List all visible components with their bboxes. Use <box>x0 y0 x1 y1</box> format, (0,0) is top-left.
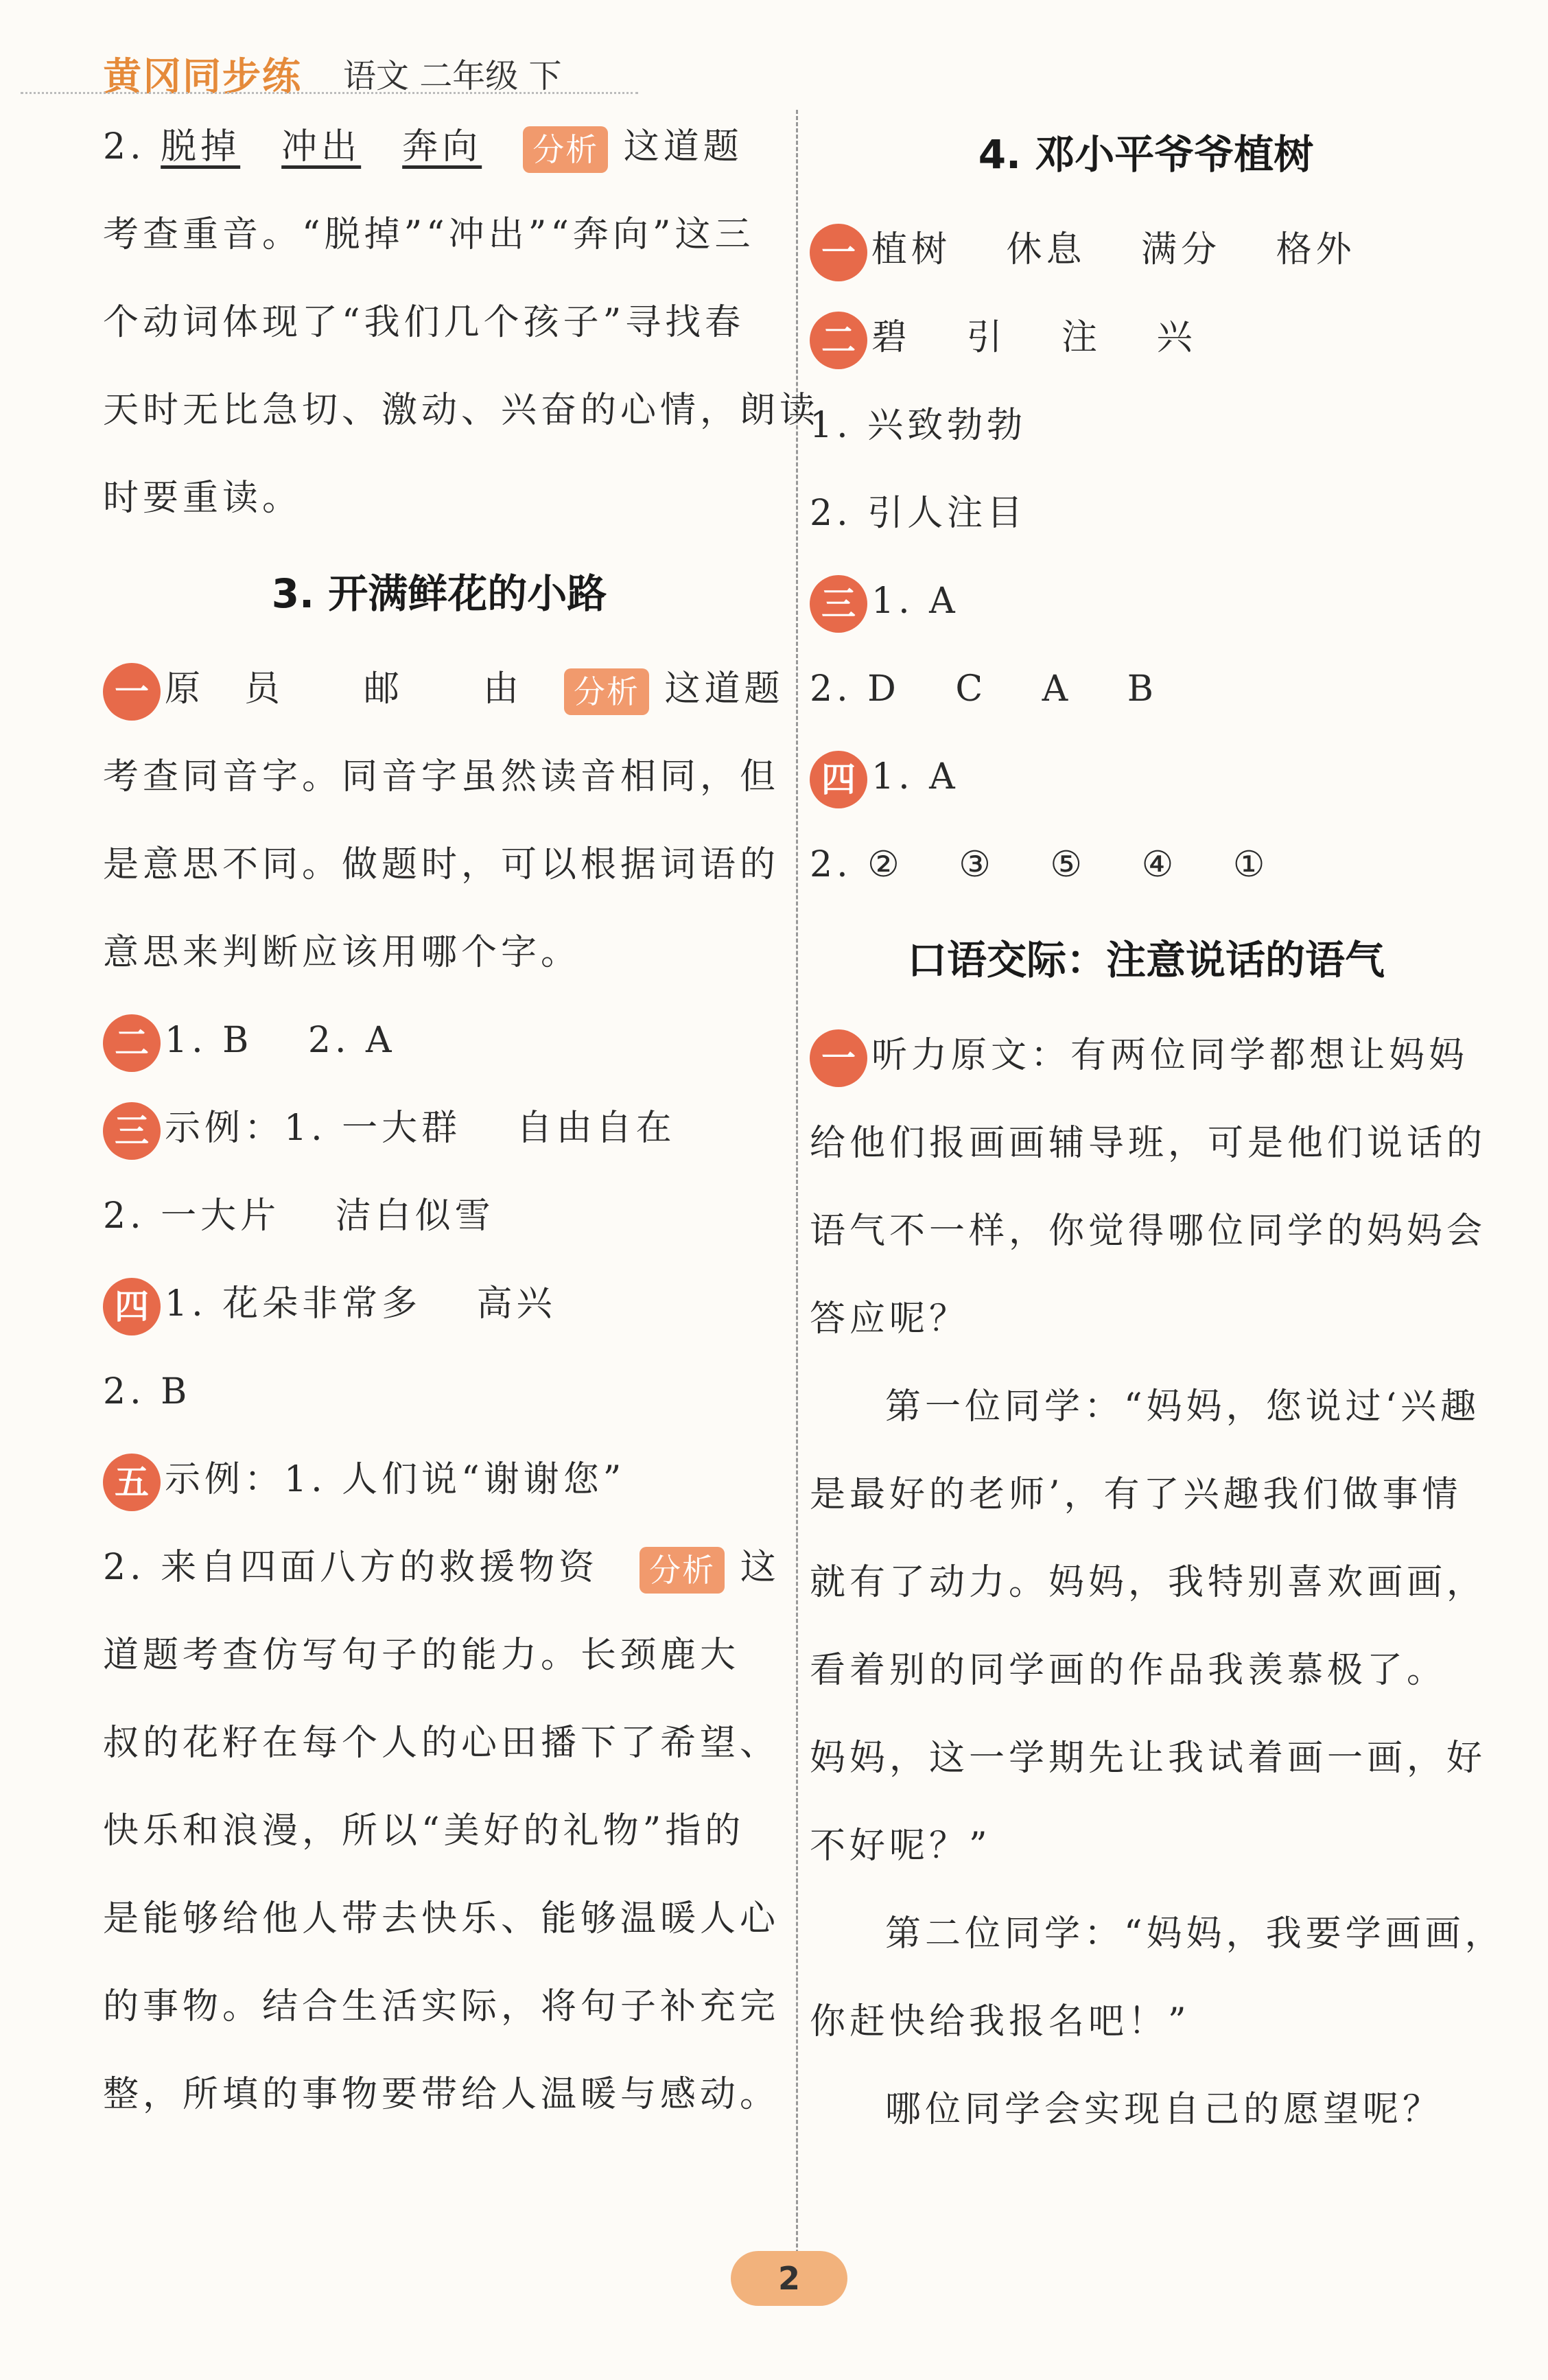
answer-line: 二 1. B 2. A <box>103 996 775 1084</box>
answer-line: 一 听力原文：有两位同学都想让妈妈 <box>810 1012 1482 1099</box>
answer-line: 四 1. 花朵非常多 高兴 <box>103 1260 775 1348</box>
analysis-text: 整，所填的事物要带给人温暖与感动。 <box>103 2074 780 2115</box>
transcript-text: 给他们报画画辅导班，可是他们说话的 <box>810 1123 1487 1164</box>
transcript-text: 是最好的老师’，有了兴趣我们做事情 <box>810 1474 1462 1515</box>
answer-line: 五 示例：1. 人们说“谢谢您” <box>103 1436 775 1524</box>
section-badge: 四 <box>810 751 867 808</box>
analysis-tag: 分析 <box>523 126 608 173</box>
analysis-text: 的事物。结合生活实际，将句子补充完 <box>103 1986 780 2027</box>
section-badge: 三 <box>103 1102 161 1160</box>
right-column <box>810 103 1505 2154</box>
transcript-text: 妈妈，这一学期先让我试着画一画，好 <box>810 1738 1487 1779</box>
transcript-text: 你赶快给我报名吧！” <box>810 2001 1191 2042</box>
analysis-text: 是意思不同。做题时，可以根据词语的 <box>103 844 780 885</box>
left-column <box>103 103 820 2138</box>
analysis-text: 个动词体现了“我们几个孩子”寻找春 <box>103 302 745 343</box>
column-divider <box>796 110 798 2278</box>
subject-label: 语文 二年级 下 <box>343 57 562 95</box>
page-header <box>0 0 1548 100</box>
section-badge: 二 <box>103 1014 161 1072</box>
analysis-text: 时要重读。 <box>103 478 303 519</box>
analysis-text: 考查同音字。同音字虽然读音相同，但 <box>103 756 780 797</box>
section-badge: 五 <box>103 1454 161 1511</box>
answer-word: 脱掉 <box>161 126 241 167</box>
transcript-text: 不好呢？” <box>810 1825 992 1867</box>
section-badge: 三 <box>810 575 867 633</box>
header-divider <box>21 92 638 94</box>
answer-word: 冲出 <box>281 126 362 167</box>
answer-line: 一 植树 休息 满分 格外 <box>810 206 1482 294</box>
analysis-text: 考查重音。“脱掉”“冲出”“奔向”这三 <box>103 214 755 255</box>
answer-line: 四 1. A <box>810 733 1482 821</box>
section-badge: 一 <box>810 1029 867 1087</box>
section-badge: 一 <box>810 224 867 281</box>
answer-line: 一 原 员 邮 由 分析 这道题 <box>103 645 775 733</box>
answer-line: 2. B <box>103 1371 191 1412</box>
page-number: 2 <box>731 2251 847 2306</box>
analysis-tag: 分析 <box>640 1547 725 1594</box>
transcript-text: 就有了动力。妈妈，我特别喜欢画画， <box>810 1562 1487 1603</box>
section-badge: 四 <box>103 1278 161 1335</box>
section-badge: 一 <box>103 663 161 721</box>
answer-line: 三 示例：1. 一大群 自由自在 <box>103 1084 775 1172</box>
transcript-text: 第一位同学：“妈妈，您说过‘兴趣 <box>885 1386 1481 1427</box>
analysis-tag: 分析 <box>564 668 649 715</box>
answer-line: 2. 来自四面八方的救援物资 分析 这 <box>103 1524 775 1611</box>
answer-line: 2. D C A B <box>810 668 1158 710</box>
analysis-text: 天时无比急切、激动、兴奋的心情，朗读 <box>103 390 820 431</box>
answer-line: 2. 一大片 洁白似雪 <box>103 1195 495 1237</box>
answer-line: 二 碧 引 注 兴 <box>810 294 1482 382</box>
answer-line: 2. ② ③ ⑤ ④ ① <box>810 844 1269 885</box>
analysis-text: 是能够给他人带去快乐、能够温暖人心 <box>103 1898 780 1939</box>
answer-line: 三 1. A <box>810 557 1482 645</box>
transcript-text: 哪位同学会实现自己的愿望呢？ <box>885 2089 1443 2130</box>
brand-logo: 黄冈同步练 <box>103 55 302 100</box>
answer-line: 2. 引人注目 <box>810 493 1027 534</box>
transcript-text: 答应呢？ <box>810 1298 970 1340</box>
answer-word: 奔向 <box>402 126 482 167</box>
answer-line: 2. 脱掉 冲出 奔向 分析 这道题 <box>103 103 775 191</box>
section-badge: 二 <box>810 312 867 369</box>
lesson-title: 口语交际：注意说话的语气 <box>906 937 1385 983</box>
lesson-title: 3. 开满鲜花的小路 <box>271 570 607 617</box>
analysis-text: 快乐和浪漫，所以“美好的礼物”指的 <box>103 1810 745 1852</box>
lesson-title: 4. 邓小平爷爷植树 <box>978 131 1314 178</box>
analysis-text: 叔的花籽在每个人的心田播下了希望、 <box>103 1723 780 1764</box>
transcript-text: 第二位同学：“妈妈，我要学画画， <box>885 1913 1505 1955</box>
answer-line: 1. 兴致勃勃 <box>810 405 1027 446</box>
analysis-text: 道题考查仿写句子的能力。长颈鹿大 <box>103 1635 740 1676</box>
transcript-text: 语气不一样，你觉得哪位同学的妈妈会 <box>810 1211 1487 1252</box>
transcript-text: 看着别的同学画的作品我羡慕极了。 <box>810 1650 1447 1691</box>
analysis-text: 意思来判断应该用哪个字。 <box>103 932 581 973</box>
